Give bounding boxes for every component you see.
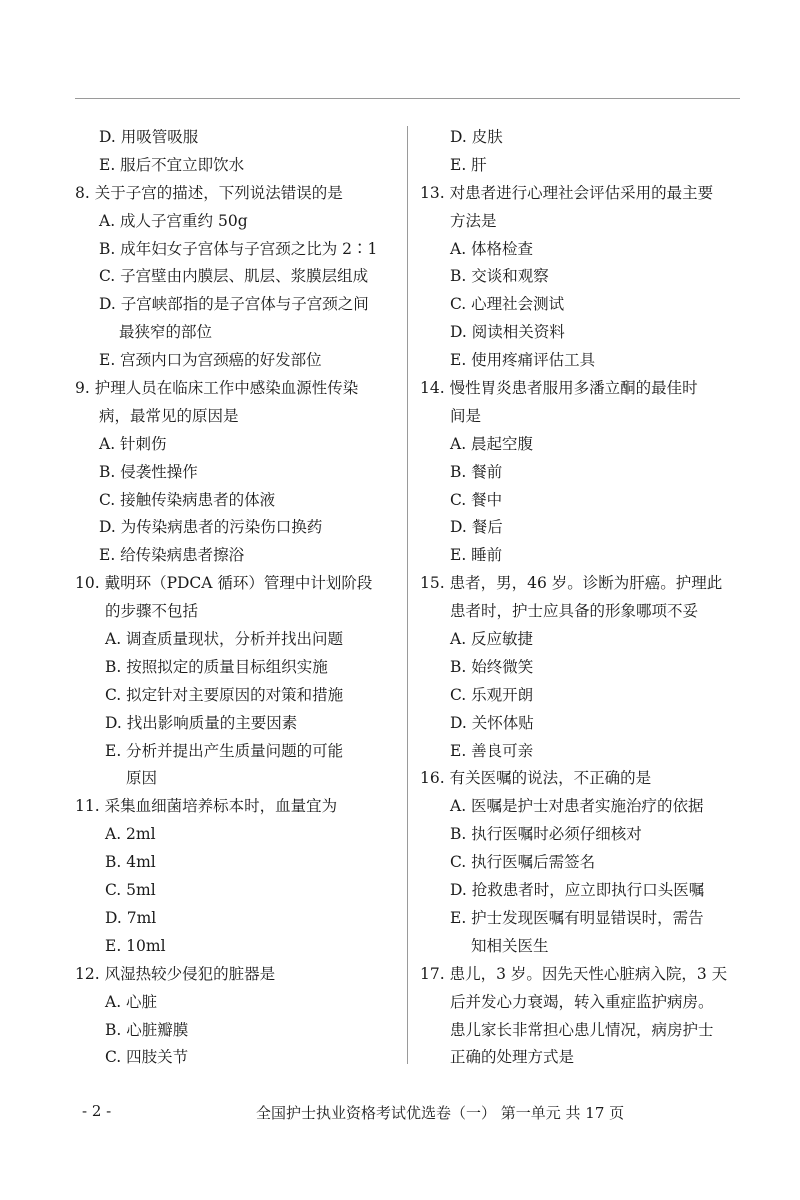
answer-option: A. 晨起空腹	[450, 434, 534, 453]
answer-option: E. 分析并提出产生质量问题的可能	[105, 741, 344, 760]
answer-option: A. 调查质量现状，分析并找出问题	[105, 630, 344, 649]
text-continuation: 正确的处理方式是	[450, 1048, 575, 1067]
answer-option: C. 餐中	[450, 490, 503, 509]
answer-option: D. 阅读相关资料	[450, 323, 565, 342]
answer-option: A. 心脏	[105, 992, 158, 1011]
text-continuation: 原因	[126, 769, 158, 788]
answer-option: A. 体格检查	[450, 239, 534, 258]
answer-option: B. 交谈和观察	[450, 267, 549, 286]
answer-option: A. 反应敏捷	[450, 630, 534, 649]
answer-option: B. 始终微笑	[450, 657, 534, 676]
answer-option: C. 心理社会测试	[450, 295, 565, 314]
answer-option: C. 乐观开朗	[450, 685, 534, 704]
header-rule	[75, 98, 740, 99]
question-stem: 10. 戴明环（PDCA 循环）管理中计划阶段	[75, 574, 373, 593]
answer-option: D. 为传染病患者的污染伤口换药	[99, 518, 323, 537]
answer-option: E. 睡前	[450, 546, 503, 565]
question-stem: 11. 采集血细菌培养标本时，血量宜为	[75, 797, 338, 816]
question-stem: 17. 患儿，3 岁。因先天性心脏病入院，3 天	[420, 964, 728, 983]
question-stem: 9. 护理人员在临床工作中感染血源性传染	[75, 379, 359, 398]
question-stem: 16. 有关医嘱的说法，不正确的是	[420, 769, 652, 788]
question-stem: 14. 慢性胃炎患者服用多潘立酮的最佳时	[420, 379, 698, 398]
text-continuation: 方法是	[450, 211, 497, 230]
answer-option: E. 宫颈内口为宫颈癌的好发部位	[99, 351, 322, 370]
answer-option: D. 关怀体贴	[450, 713, 534, 732]
answer-option: D. 皮肤	[450, 128, 503, 146]
answer-option: E. 肝	[450, 155, 487, 174]
footer-title: 全国护士执业资格考试优选卷（一） 第一单元 共 17 页	[256, 1104, 625, 1122]
answer-option: B. 侵袭性操作	[99, 462, 198, 481]
answer-option: C. 子宫壁由内膜层、肌层、浆膜层组成	[99, 267, 369, 286]
text-continuation: 后并发心力衰竭，转入重症监护病房。	[450, 992, 714, 1011]
question-stem: 15. 患者，男，46 岁。诊断为肝癌。护理此	[420, 574, 723, 593]
text-continuation: 最狭窄的部位	[119, 323, 213, 342]
text-continuation: 间是	[450, 406, 482, 425]
answer-option: E. 给传染病患者擦浴	[99, 546, 245, 565]
answer-option: E. 10ml	[105, 936, 166, 955]
question-stem: 13. 对患者进行心理社会评估采用的最主要	[420, 183, 714, 202]
left-column	[75, 124, 395, 1072]
text-continuation: 患儿家长非常担心患儿情况，病房护士	[450, 1020, 714, 1039]
answer-option: B. 按照拟定的质量目标组织实施	[105, 657, 328, 676]
answer-option: E. 使用疼痛评估工具	[450, 351, 596, 370]
text-continuation: 知相关医生	[471, 936, 549, 955]
question-stem: 8. 关于子宫的描述，下列说法错误的是	[75, 183, 343, 202]
answer-option: D. 子宫峡部指的是子宫体与子宫颈之间	[99, 295, 369, 314]
text-continuation: 病，最常见的原因是	[99, 406, 239, 425]
answer-option: D. 7ml	[105, 908, 157, 927]
answer-option: D. 找出影响质量的主要因素	[105, 713, 298, 732]
answer-option: E. 服后不宜立即饮水	[99, 155, 245, 174]
right-column	[420, 124, 740, 1072]
answer-option: C. 四肢关节	[105, 1048, 189, 1067]
answer-option: B. 餐前	[450, 462, 503, 481]
answer-option: D. 抢救患者时，应立即执行口头医嘱	[450, 881, 705, 900]
answer-option: C. 执行医嘱后需签名	[450, 853, 596, 872]
answer-option: B. 心脏瓣膜	[105, 1020, 189, 1039]
question-stem: 12. 风湿热较少侵犯的脏器是	[75, 964, 276, 983]
answer-option: C. 5ml	[105, 881, 156, 900]
answer-option: B. 成年妇女子宫体与子宫颈之比为 2∶1	[99, 239, 378, 258]
column-divider	[407, 126, 408, 1064]
answer-option: B. 执行医嘱时必须仔细核对	[450, 825, 642, 844]
text-continuation: 患者时，护士应具备的形象哪项不妥	[450, 602, 699, 621]
answer-option: A. 2ml	[105, 825, 156, 844]
answer-option: D. 用吸管吸服	[99, 128, 199, 146]
answer-option: C. 接触传染病患者的体液	[99, 490, 276, 509]
answer-option: C. 拟定针对主要原因的对策和措施	[105, 685, 344, 704]
answer-option: A. 成人子宫重约 50g	[99, 211, 248, 230]
answer-option: A. 医嘱是护士对患者实施治疗的依据	[450, 797, 704, 816]
answer-option: D. 餐后	[450, 518, 503, 537]
page-footer	[0, 1102, 800, 1132]
answer-option: E. 护士发现医嘱有明显错误时，需告	[450, 908, 704, 927]
answer-option: B. 4ml	[105, 853, 156, 872]
answer-option: A. 针刺伤	[99, 434, 167, 453]
page-number: - 2 -	[82, 1102, 112, 1120]
answer-option: E. 善良可亲	[450, 741, 534, 760]
text-continuation: 的步骤不包括	[105, 602, 199, 621]
